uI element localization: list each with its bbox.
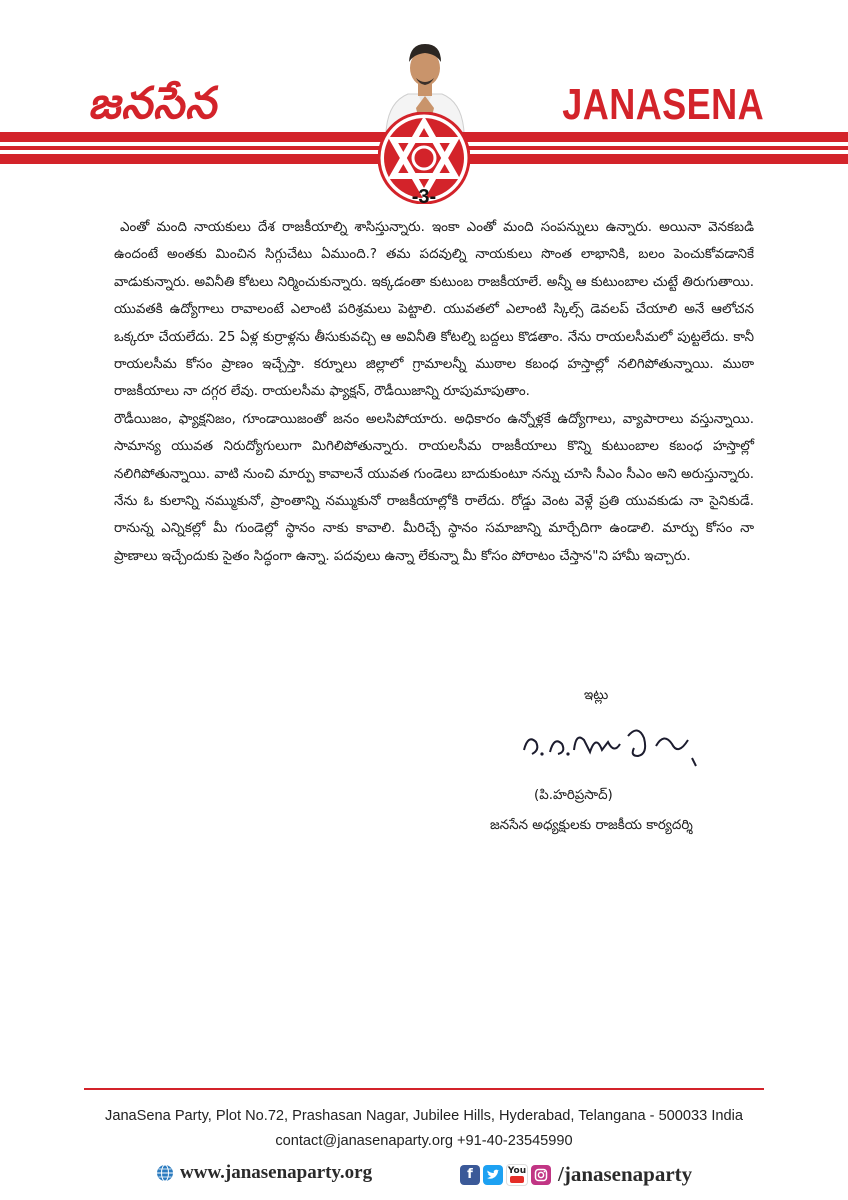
closing-salutation: ఇట్లు	[584, 688, 609, 703]
youtube-label: You	[507, 1165, 527, 1176]
page-number: -3-	[411, 186, 437, 208]
brand-name-telugu: జనసేన	[88, 78, 217, 129]
signatory-name: (పి.హరిప్రసాద్)	[534, 788, 613, 803]
letterhead	[0, 0, 848, 208]
brand-name-english: JANASENA	[562, 80, 764, 129]
signature-block	[490, 688, 770, 848]
facebook-icon[interactable]: f	[460, 1165, 480, 1185]
twitter-icon[interactable]	[483, 1165, 503, 1185]
footer-address: JanaSena Party, Plot No.72, Prashasan Nagar, Jubilee Hills, Hyderabad, Telangana - 500033 India	[105, 1108, 743, 1124]
website-url: www.janasenaparty.org	[180, 1162, 373, 1183]
footer-divider	[84, 1088, 764, 1090]
footer-contact[interactable]: contact@janasenaparty.org +91-40-23545990	[275, 1133, 573, 1149]
website-link[interactable]	[156, 1162, 372, 1184]
globe-icon	[156, 1164, 174, 1182]
handwritten-signature	[510, 710, 710, 770]
instagram-icon[interactable]	[531, 1165, 551, 1185]
signatory-title: జనసేన అధ్యక్షులకు రాజకీయ కార్యదర్శి	[490, 818, 693, 833]
letter-body	[114, 214, 754, 570]
body-paragraph: రౌడీయిజం, ఫ్యాక్షనిజం, గూండాయిజంతో జనం అలసిపోయారు. అధికారం ఉన్నోళ్లకే ఉద్యోగాలు, వ్యాపారాలు వస్తున్నాయి. సామాన్య యువత నిరుద్యోగులుగా మిగిలిపోతున్నారు. రాయలసీమ రాజకీయాలు కొన్ని కుటుంబాల కబంధ హస్తాల్లో నలిగిపోతున్నాయి. వాటి నుంచి మార్పు కావాలనే యువత గుండెలు బాదుకుంటూ నన్ను చూసి సీఎం సీఎం అని అరుస్తున్నారు. నేను ఓ కులాన్ని నమ్ముకునో, ప్రాంతాన్ని నమ్ముకునో రాజకీయాల్లోకి రాలేదు. రోడ్డు వెంట వెళ్లే ప్రతి యువకుడు నా సైనికుడే. రానున్న ఎన్నికల్లో మీ గుండెల్లో స్థానం నాకు కావాలి. మీరిచ్చే స్థానం సమాజాన్ని మార్చేదిగా ఉండాలి. మార్పు కోసం నా ప్రాణాలు ఇచ్చేందుకు సైతం సిద్ధంగా ఉన్నా. పదవులు ఉన్నా లేకున్నా మీ కోసం పోరాటం చేస్తాన"ని హామీ ఇచ్చారు.	[114, 411, 754, 564]
body-paragraph: ఎంతో మంది నాయకులు దేశ రాజకీయాల్ని శాసిస్తున్నారు. ఇంకా ఎంతో మంది సంపన్నులు ఉన్నారు. అయినా వెనకబడి ఉందంటే అంతకు మించిన సిగ్గుచేటు ఏముంది.? తమ పదవుల్ని నాయకులు సొంత లాభానికి, బలం పెంచుకోవడానికే వాడుకున్నారు. అవినీతి కోటలు నిర్మించుకున్నారు. ఇక్కడంతా కుటుంబ రాజకీయాలే. అన్నీ ఆ కుటుంబాల చుట్టే తిరుగుతాయి. యువతకి ఉద్యోగాలు రావాలంటే ఎలాంటి పరిశ్రమలు పెట్టాలి. యువతలో ఎలాంటి స్కిల్స్ డెవలప్ చేయాలి అనే ఆలోచన ఒక్కరూ చేయలేదు. 25 ఏళ్ల కుర్రాళ్లను తీసుకువచ్చి ఆ అవినీతి కోటల్ని బద్దలు కొడతాం. నేను రాయలసీమలో పుట్టలేదు. కానీ రాయలసీమ కోసం ప్రాణం ఇచ్చేస్తా. కర్నూలు జిల్లాలో గ్రామాలన్నీ ముఠాల కబంధ హస్తాల్లో నలిగిపోతున్నాయి. ముఠా రాజకీయాలు నా దగ్గర లేవు. రాయలసీమ ఫ్యాక్షన్, రౌడీయిజాన్ని రూపుమాపుతాం.	[114, 220, 754, 400]
social-handles[interactable]	[460, 1162, 692, 1187]
social-handle: /janasenaparty	[558, 1162, 693, 1186]
youtube-icon[interactable]	[506, 1164, 528, 1186]
